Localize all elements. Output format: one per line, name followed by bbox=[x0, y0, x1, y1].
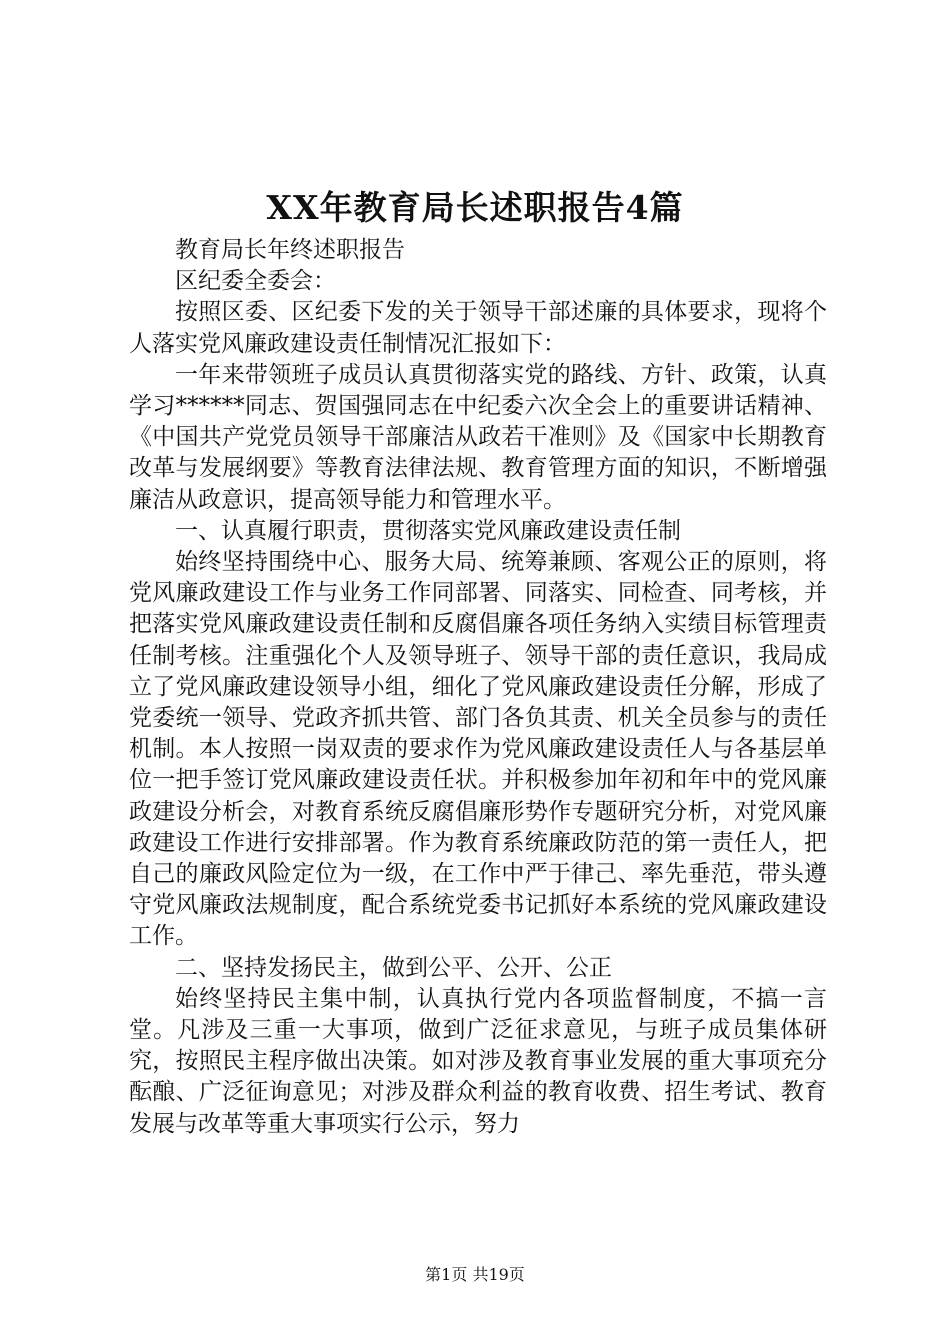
section-heading: 二、坚持发扬民主，做到公平、公开、公正 bbox=[175, 954, 612, 981]
body-paragraph: 按照区委、区纪委下发的关于领导干部述廉的具体要求，现将个人落实党风廉政建设责任制情况汇报如下： bbox=[129, 299, 827, 357]
body-paragraph: 一年来带领班子成员认真贯彻落实党的路线、方针、政策，认真学习******同志、贺国强同志在中纪委六次全会上的重要讲话精神、《中国共产党党员领导干部廉洁从政若干准则》及《国家中长期教育改革与发展纲要》等教育法律法规、教育管理方面的知识，不断增强廉洁从政意识，提高领导能力和管理水平。 bbox=[129, 361, 827, 513]
body-paragraph: 始终坚持围绕中心、服务大局、统筹兼顾、客观公正的原则，将党风廉政建设工作与业务工作同部署、同落实、同检查、同考核，并把落实党风廉政建设责任制和反腐倡廉各项任务纳入实绩目标管理责任制考核。注重强化个人及领导班子、领导干部的责任意识，我局成立了党风廉政建设领导小组，细化了党风廉政建设责任分解，形成了党委统一领导、党政齐抓共管、部门各负其责、机关全员参与的责任机制。本人按照一岗双责的要求作为党风廉政建设责任人与各基层单位一把手签订党风廉政建设责任状。并积极参加年初和年中的党风廉政建设分析会，对教育系统反腐倡廉形势作专题研究分析，对党风廉政建设工作进行安排部署。作为教育系统廉政防范的第一责任人，把自己的廉政风险定位为一级，在工作中严于律己、率先垂范，带头遵守党风廉政法规制度，配合系统党委书记抓好本系统的党风廉政建设工作。 bbox=[129, 549, 827, 950]
document-body bbox=[129, 235, 827, 1140]
report-subtitle: 教育局长年终述职报告 bbox=[175, 237, 405, 263]
document-title: XX年教育局长述职报告4篇 bbox=[266, 188, 684, 227]
body-paragraph: 始终坚持民主集中制，认真执行党内各项监督制度，不搞一言堂。凡涉及三重一大事项，做到广泛征求意见，与班子成员集体研究，按照民主程序做出决策。如对涉及教育事业发展的重大事项充分酝酿、广泛征询意见；对涉及群众利益的教育收费、招生考试、教育发展与改革等重大事项实行公示，努力 bbox=[129, 985, 827, 1137]
salutation: 区纪委全委会： bbox=[175, 268, 336, 295]
page-footer: 第1页 共19页 bbox=[425, 1265, 525, 1284]
section-heading: 一、认真履行职责，贯彻落实党风廉政建设责任制 bbox=[175, 517, 681, 544]
